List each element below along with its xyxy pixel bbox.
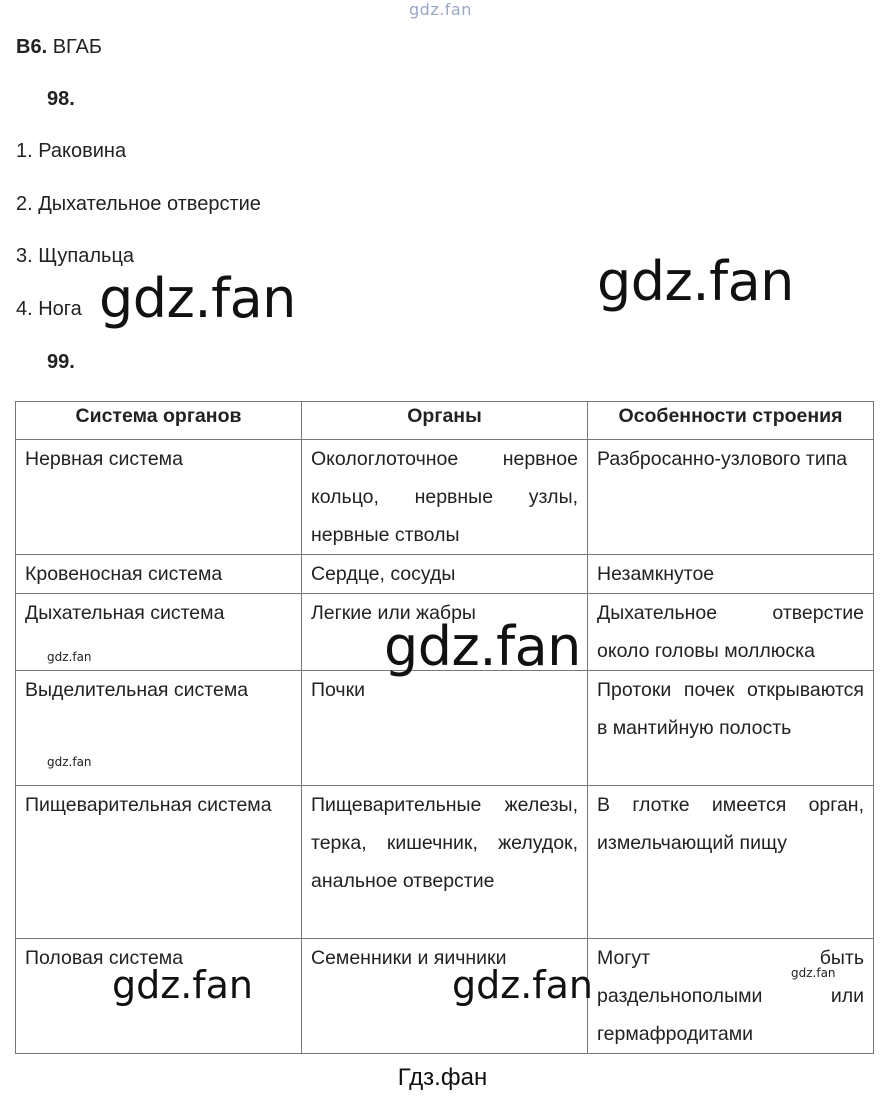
table-cell: Выделительная система (16, 671, 302, 786)
table-cell: Дыхательное отверстие около головы моллюска (588, 594, 874, 671)
table-row (16, 440, 874, 555)
table-cell: Семенники и яичники (302, 939, 588, 1054)
question-99-number: 99. (47, 351, 75, 373)
watermark: gdz.fan (112, 963, 254, 1007)
table-cell: Кровеносная система (16, 555, 302, 594)
list-item: 2. Дыхательное отверстие (16, 193, 261, 215)
watermark: gdz.fan (452, 963, 594, 1007)
header-cell: Система органов (16, 402, 302, 440)
list-item: 4. Нога (16, 298, 82, 320)
watermark: gdz.fan (99, 267, 296, 330)
header-cell: Органы (302, 402, 588, 440)
watermark-top: gdz.fan (409, 0, 472, 19)
b6-label: В6. (16, 36, 48, 58)
list-item: 3. Щупальца (16, 245, 135, 267)
table-cell: Протоки почек открываются в мантийную полость (588, 671, 874, 786)
table-cell: Легкие или жабры (302, 594, 588, 671)
table-cell: Дыхательная система (16, 594, 302, 671)
table-cell: Пищеварительные железы, терка, кишечник, желудок, анальное отверстие (302, 786, 588, 939)
table-cell: Разбросанно-узлового типа (588, 440, 874, 555)
table-header-row (16, 402, 874, 440)
table-cell: Незамкнутое (588, 555, 874, 594)
table-cell: Почки (302, 671, 588, 786)
header-cell: Особенности строения (588, 402, 874, 440)
table-cell: Пищеварительная система (16, 786, 302, 939)
table-cell: Половая система (16, 939, 302, 1054)
footer-caption: Гдз.фан (397, 1064, 488, 1091)
answer-b6 (16, 36, 102, 59)
watermark: gdz.fan (597, 250, 794, 313)
watermark-small: gdz.fan (791, 966, 836, 980)
list-item: 1. Раковина (16, 140, 127, 162)
question-98-number: 98. (47, 88, 75, 110)
table-cell: Нервная система (16, 440, 302, 555)
watermark-small: gdz.fan (47, 755, 92, 769)
watermark-small: gdz.fan (47, 650, 92, 664)
organ-systems-table (15, 401, 874, 1054)
table-cell: В глотке имеется орган, измельчающий пищу (588, 786, 874, 939)
table-cell: Сердце, сосуды (302, 555, 588, 594)
table-row (16, 786, 874, 939)
table-row (16, 555, 874, 594)
table-cell: Могут быть раздельнополыми или гермафродитами (588, 939, 874, 1054)
table-row (16, 671, 874, 786)
watermark: gdz.fan (384, 615, 581, 678)
b6-answer: ВГАБ (52, 36, 102, 58)
table-cell: Окологлоточное нервное кольцо, нервные узлы, нервные стволы (302, 440, 588, 555)
